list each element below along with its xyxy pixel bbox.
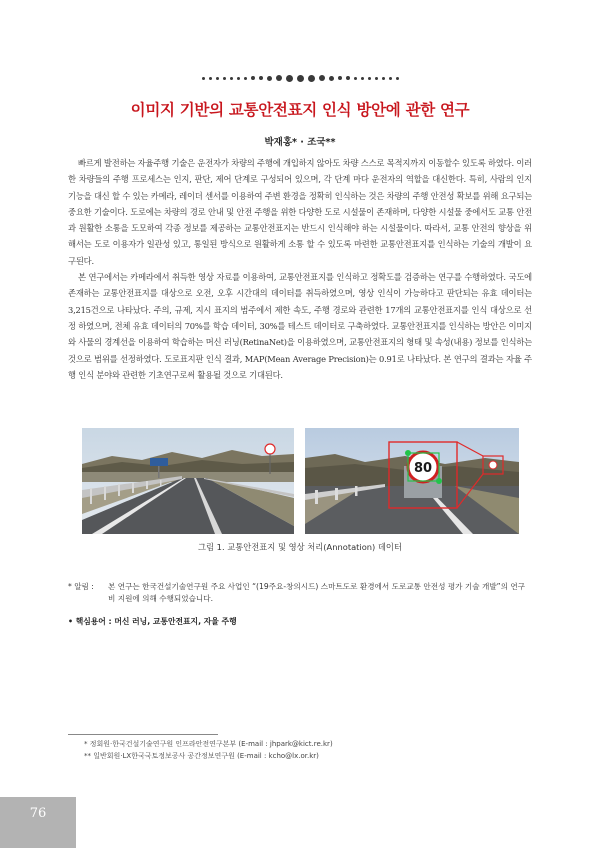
decorative-dot xyxy=(361,77,364,80)
decorative-dot xyxy=(237,77,240,80)
decorative-dot xyxy=(375,77,378,80)
footnote-author-2: ** 일반회원·LX한국국토정보공사 공간정보연구원 (E-mail : kcho@lx.or.kr) xyxy=(84,752,319,760)
speed-sign-text: 80 xyxy=(413,461,433,476)
decorative-dot xyxy=(209,77,212,80)
decorative-dot xyxy=(297,75,304,82)
figure-photo-highway xyxy=(82,428,294,534)
decorative-dot xyxy=(251,76,255,80)
abstract-paragraph-2: 본 연구에서는 카메라에서 취득한 영상 자료를 이용하여, 교통안전표지를 인식하고 정확도를 검증하는 연구를 수행하였다. 국도에 존재하는 교통안전표지를 대상으로 오전, 오후 시간대의 데이터를 취득하였으며, 영상 인식이 가능하다고 판단되는 유효 데이터는 3,215건으로 나타났다. 주의, 규제, 지시 표지의 범주에서 제한 속도, 주행 경로와 관련한 17개의 교통안전표지를 인식 대상으로 선정 하였으며, 전체 유효 데이터의 70%를 학습 데이터, 30%를 테스트 데이터로 구축하였다. 교통안전표지를 인식하는 방안은 이미지와 사물의 경계선을 이용하여 학습하는 머신 러닝(RetinaNet)을 이용하였으며, 교통안전표지의 형태 및 속성(내용) 정보를 인식하는 것으로 범위를 선정하였다. 도로표지판 인식 결과, MAP(Mean Average Precision)는 0.91로 나타났다. 본 연구의 결과는 자율 주행 인식 분야와 관련한 기초연구로써 활용될 것으로 기대된다. xyxy=(68,272,532,380)
keywords: • 핵심용어 : 머신 러닝, 교통안전표지, 자율 주행 xyxy=(68,617,237,626)
decorative-dot xyxy=(276,75,282,81)
decorative-dot xyxy=(354,77,357,80)
decorative-dot xyxy=(267,76,272,81)
decorative-dot xyxy=(319,75,325,81)
abstract xyxy=(68,155,532,383)
figure-photo-annotation xyxy=(305,428,519,534)
decorative-dot xyxy=(216,77,219,80)
decorative-dot xyxy=(338,76,342,80)
decorative-dot xyxy=(202,77,205,80)
decorative-dot xyxy=(259,76,263,80)
authors: 박재홍* · 조국** xyxy=(264,137,336,148)
decorative-dot xyxy=(382,77,385,80)
funding-note-text: 본 연구는 한국건설기술연구원 주요 사업인 “(19주요-창의시드) 스마트도로 환경에서 도로교통 안전성 평가 기술 개발”의 연구비 지원에 의해 수행되었습니다. xyxy=(108,582,526,603)
decorative-dot xyxy=(329,76,334,81)
decorative-dot xyxy=(368,77,371,80)
footnote-divider xyxy=(68,734,218,735)
funding-note xyxy=(68,581,532,605)
decorative-dot-row xyxy=(0,72,600,84)
footnotes xyxy=(84,738,524,762)
decorative-dot xyxy=(230,77,233,80)
abstract-paragraph-1: 빠르게 발전하는 자율주행 기술은 운전자가 차량의 주행에 개입하지 않아도 차량 스스로 목적지까지 이동할수 있도록 하였다. 이러한 차량들의 주행 프로세스는 인지, 판단, 제어 단계로 구성되어 있으며, 각 단계 마다 운전자의 역할을 대신한다. 특히, 사람의 인지 기능을 대신 할 수 있는 카메라, 레이더 센서를 이용하여 주변 환경을 정확히 인식하는 것은 차량의 주행 안전성 확보를 위해 요구되는 중요한 기술이다. 도로에는 차량의 경로 안내 및 안전 주행을 위한 다양한 도로 시설물이 존재하며, 다양한 시설물 중에서도 교통 안전과 원활한 소통을 도모하여 각종 정보를 제공하는 교통안전표지는 반드시 인식해야 하는 시설물이다. 따라서, 교통 안전의 향상을 위해서는 도로 이용자가 일관성 있고, 통일된 방식으로 원활하게 소통 할 수 있도록 마련한 교통안전표지를 인식하는 기술의 개발이 요구된다. xyxy=(68,158,532,266)
figure-caption: 그림 1. 교통안전표지 및 영상 처리(Annotation) 데이터 xyxy=(198,542,402,552)
decorative-dot xyxy=(244,77,247,80)
funding-note-mark: * 알림 : xyxy=(68,582,94,591)
page-number-box xyxy=(0,797,76,848)
decorative-dot xyxy=(308,75,315,82)
footnote-author-1: * 정회원·한국건설기술연구원 인프라안전연구본부 (E-mail : jhpark@kict.re.kr) xyxy=(84,740,333,748)
decorative-dot xyxy=(389,77,392,80)
decorative-dot xyxy=(396,77,399,80)
decorative-dot xyxy=(223,77,226,80)
paper-title: 이미지 기반의 교통안전표지 인식 방안에 관한 연구 xyxy=(130,101,470,119)
page-number: 76 xyxy=(29,806,47,821)
decorative-dot xyxy=(286,75,293,82)
decorative-dot xyxy=(346,76,350,80)
